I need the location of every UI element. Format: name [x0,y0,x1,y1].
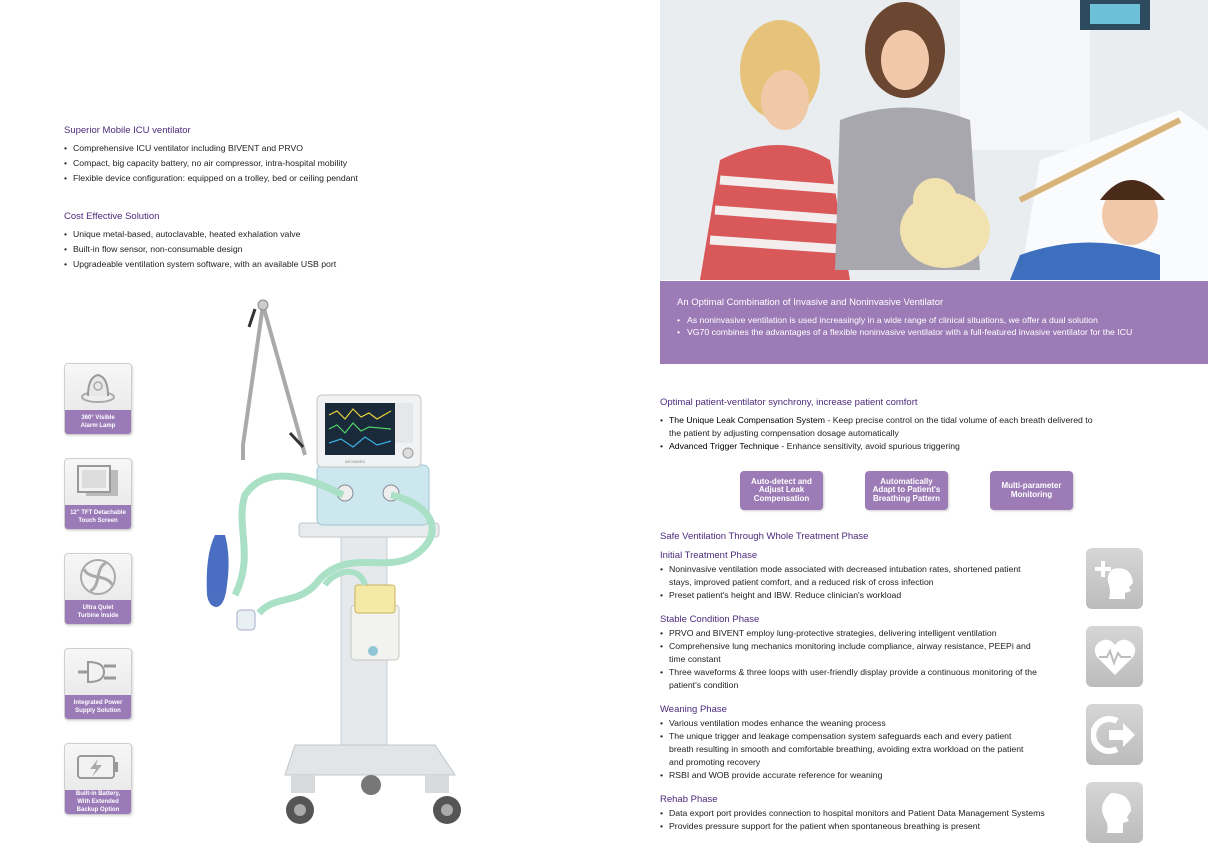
list-item: • Data export port provides connection to hospital monitors and Patient Data Management Systems [660,807,1045,820]
pill-line: Auto-detect and [751,476,812,486]
section-title-mobile-icu: Superior Mobile ICU ventilator [64,125,191,136]
pill-line: Automatically [880,476,933,486]
list-item: • RSBI and WOB provide accurate reference for weaning [660,769,1030,782]
feature-touch-screen [64,458,132,530]
feature-label-line: Integrated Power [73,700,123,706]
turbine-icon [65,554,131,599]
feature-label-line: Turbine Inside [77,613,119,619]
pill-line: Multi-parameter [1001,481,1062,490]
list-item: • Noninvasive ventilation mode associated with decreased intubation rates, shortened patient stays, improved patient comfort, and a reduced risk of cross infection [660,563,1045,589]
heart-pulse-icon [1086,626,1143,687]
bold-lead: The Unique Leak Compensation System [669,415,825,425]
battery-icon [65,744,131,789]
feature-label-line: Touch Screen [78,518,118,524]
list-item: • Upgradeable ventilation system software, with an available USB port [64,257,444,272]
feature-label-line: Built-in Battery, [75,791,121,797]
list-item: • As noninvasive ventilation is used increasingly in a wide range of clinical situations, we offer a dual solution [677,314,1167,326]
feature-label-line: Ultra Quiet [82,605,114,611]
phases-title: Safe Ventilation Through Whole Treatment Phase [660,531,869,542]
phase-title-weaning: Weaning Phase [660,704,727,715]
feature-label-line: Supply Solution [75,708,121,714]
combination-panel [660,281,1208,364]
mobile-icu-list [64,141,444,186]
touch-screen-icon [65,459,131,504]
power-plug-icon [65,649,131,694]
item-text: - Keep precise control on the tidal volume of each breath delivered to the patient by adjusting compensation dosage automatically [669,415,1093,438]
feature-power-supply [64,648,132,720]
feature-label-line: Backup Option [76,807,120,813]
list-item: • Preset patient's height and IBW. Reduce clinician's workload [660,589,1045,602]
section-title-cost-effective: Cost Effective Solution [64,211,160,222]
pill-line: Adjust Leak [758,485,805,495]
phase-rehab-list [660,807,1045,833]
feature-label-line: 12" TFT Detachable [70,510,126,516]
phase-title-rehab: Rehab Phase [660,794,718,805]
feature-alarm-lamp [64,363,132,435]
pill-line: Monitoring [1010,489,1053,499]
list-item: • Various ventilation modes enhance the weaning process [660,717,1030,730]
medical-head-icon [1086,548,1143,609]
list-item: • Comprehensive ICU ventilator including BIVENT and PRVO [64,141,444,156]
feature-label-line: Alarm Lamp [80,423,116,429]
list-item: • VG70 combines the advantages of a flexible noninvasive ventilator with a full-featured invasive ventilator for the ICU [677,326,1167,338]
list-item: • Provides pressure support for the patient when spontaneous breathing is present [660,820,1045,833]
head-profile-icon [1086,782,1143,843]
feature-label-line: 360° Visible [81,415,115,421]
list-item: • The unique trigger and leakage compensation system safeguards each and every patient breath resulting in smooth and comfortable breathing, avoiding extra workload on the patient and promoting recovery [660,730,1030,769]
phase-weaning-list [660,717,1030,782]
combination-title: An Optimal Combination of Invasive and Noninvasive Ventilator [677,297,944,308]
list-item: • PRVO and BIVENT employ lung-protective strategies, delivering intelligent ventilation [660,627,1045,640]
list-item: • Built-in flow sensor, non-consumable design [64,242,444,257]
device-brand-label: AEONMED [345,459,366,464]
phase-title-stable: Stable Condition Phase [660,614,760,625]
feature-battery [64,743,132,815]
phase-title-initial: Initial Treatment Phase [660,550,758,561]
synchrony-list [660,414,1105,453]
ventilator-illustration [195,295,480,845]
exit-arrow-icon [1086,704,1143,765]
list-item: • Compact, big capacity battery, no air compressor, intra-hospital mobility [64,156,444,171]
pill-multi-parameter [990,471,1073,510]
phase-initial-list [660,563,1045,602]
pill-breathing-pattern [865,471,948,510]
list-item: • Unique metal-based, autoclavable, heated exhalation valve [64,227,444,242]
item-text: - Enhance sensitivity, avoid spurious triggering [778,441,960,451]
alarm-lamp-icon [65,364,131,409]
cost-effective-list [64,227,444,272]
pill-line: Adapt to Patient's [872,485,941,495]
bold-lead: Advanced Trigger Technique [669,441,779,451]
pill-line: Breathing Pattern [872,493,941,503]
list-item [660,414,1105,440]
synchrony-title: Optimal patient-ventilator synchrony, increase patient comfort [660,397,918,408]
hero-photo [660,0,1208,280]
list-item [660,440,1105,453]
list-item: • Flexible device configuration: equipped on a trolley, bed or ceiling pendant [64,171,444,186]
feature-label-line: With Extended [77,799,119,805]
list-item: • Three waveforms & three loops with user-friendly display provide a continuous monitoring of the patient's condition [660,666,1045,692]
list-item: • Comprehensive lung mechanics monitoring include compliance, airway resistance, PEEPi and time constant [660,640,1045,666]
pill-leak-compensation [740,471,823,510]
phase-stable-list [660,627,1045,692]
feature-turbine [64,553,132,625]
pill-line: Compensation [753,493,810,503]
